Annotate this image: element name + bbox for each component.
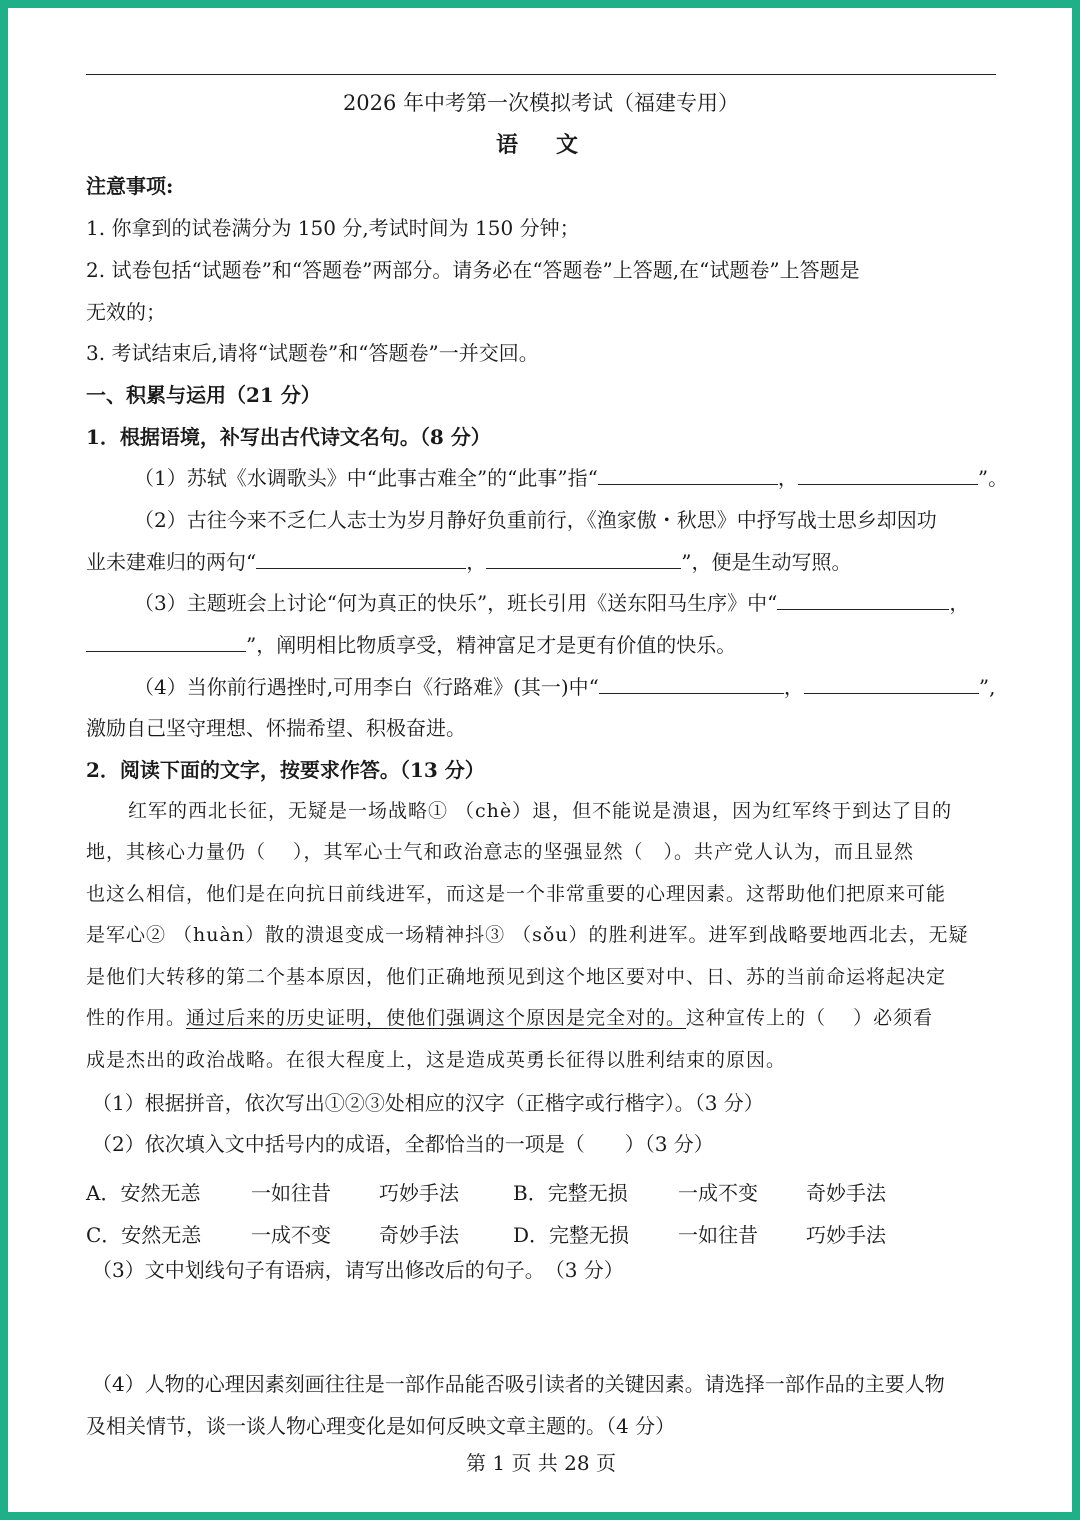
q1-item-2: （2）古往今来不乏仁人志士为岁月静好负重前行，《渔家傲・秋思》中抒写战士思乡却因功 xyxy=(134,508,937,532)
option-d-idiom-3: 巧妙手法 xyxy=(806,1223,886,1247)
notice-heading: 注意事项: xyxy=(86,174,174,198)
header-rule xyxy=(86,74,996,75)
q2-sub-4-cont: 及相关情节，谈一谈人物心理变化是如何反映文章主题的。（4 分） xyxy=(86,1414,676,1438)
passage-line-2: 地，其核心力量仍（ ），其军心士气和政治意志的坚强显然（ ）。共产党人认为，而且显然 xyxy=(86,841,915,863)
notice-item-2: 2. 试卷包括“试题卷”和“答题卷”两部分。请务必在“答题卷”上答题,在“试题卷”上答题是 xyxy=(86,258,860,282)
q1-item-1 xyxy=(134,462,1008,491)
close-quote: ”。 xyxy=(977,466,1009,490)
passage-line-3: 也这么相信，他们是在向抗日前线进军，而这是一个非常重要的心理因素。这帮助他们把原来可能 xyxy=(86,883,947,905)
q2-sub-2: （2）依次填入文中括号内的成语，全都恰当的一项是（ ）（3 分） xyxy=(92,1132,714,1156)
comma: ， xyxy=(466,550,487,574)
q1-item-2-text: 业未建难归的两句“ xyxy=(86,550,257,574)
page-number: 第 1 页 共 28 页 xyxy=(466,1451,616,1475)
close-quote: ”, xyxy=(978,675,996,699)
subject-title: 语 文 xyxy=(495,132,586,158)
notice-item-3: 3. 考试结束后,请将“试题卷”和“答题卷”一并交回。 xyxy=(86,341,539,365)
answer-blank[interactable] xyxy=(256,550,466,569)
option-c[interactable]: C．安然无恙 xyxy=(86,1223,202,1247)
q1-item-4-text: （4）当你前行遇挫时,可用李白《行路难》(其一)中“ xyxy=(134,675,599,699)
q1-item-3-text: （3）主题班会上讨论“何为真正的快乐”，班长引用《送东阳马生序》中“ xyxy=(134,591,778,615)
option-b[interactable]: B．完整无损 xyxy=(513,1181,628,1205)
section-1-heading: 一、积累与运用（21 分） xyxy=(86,383,321,407)
answer-blank[interactable] xyxy=(804,675,979,694)
notice-item-1: 1. 你拿到的试卷满分为 150 分,考试时间为 150 分钟； xyxy=(86,216,580,240)
q2-sub-1: （1）根据拼音，依次写出①②③处相应的汉字（正楷字或行楷字）。（3 分） xyxy=(92,1091,764,1115)
option-d-idiom-2: 一如往昔 xyxy=(678,1223,758,1247)
passage-line-5: 是他们大转移的第二个基本原因，他们正确地预见到这个地区要对中、日、苏的当前命运将起决定 xyxy=(86,966,947,988)
q1-item-4 xyxy=(134,671,996,700)
q1-item-3-end: ”，阐明相比物质享受，精神富足才是更有价值的快乐。 xyxy=(246,633,737,657)
passage-line-6 xyxy=(86,1003,933,1030)
q2-sub-3: （3）文中划线句子有语病，请写出修改后的句子。 （3 分） xyxy=(92,1258,624,1282)
option-b-idiom-3: 奇妙手法 xyxy=(806,1181,886,1205)
exam-title: 2026 年中考第一次模拟考试（福建专用） xyxy=(342,91,740,115)
question-2-heading: 2．阅读下面的文字，按要求作答。（13 分） xyxy=(86,758,485,782)
option-c-idiom-2: 一成不变 xyxy=(251,1223,331,1247)
answer-blank[interactable] xyxy=(599,675,784,694)
q1-item-3-cont xyxy=(86,629,736,658)
q1-item-2-cont xyxy=(86,546,851,575)
passage-line-7: 成是杰出的政治战略。在很大程度上，这是造成英勇长征得以胜利结束的原因。 xyxy=(86,1049,787,1071)
option-d[interactable]: D．完整无损 xyxy=(513,1223,630,1247)
q2-sub-4: （4）人物的心理因素刻画往往是一部作品能否吸引读者的关键因素。请选择一部作品的主要人物 xyxy=(92,1372,945,1396)
question-1-heading: 1．根据语境，补写出古代诗文名句。（8 分） xyxy=(86,425,491,449)
q1-item-3 xyxy=(134,587,969,616)
passage-line-4: 是军心② （huàn）散的溃退变成一场精神抖③ （sǒu）的胜利进军。进军到战略要地西北去，无疑 xyxy=(86,924,969,946)
comma: ， xyxy=(777,466,798,490)
passage-text: 这种宣传上的（ ）必须看 xyxy=(686,1007,934,1029)
comma: ， xyxy=(783,675,804,699)
passage-text: 性的作用。 xyxy=(86,1007,187,1029)
answer-blank[interactable] xyxy=(598,466,778,485)
option-a[interactable]: A．安然无恙 xyxy=(86,1181,201,1205)
q1-item-1-text: （1）苏轼《水调歌头》中“此事古难全”的“此事”指“ xyxy=(134,466,598,490)
answer-blank[interactable] xyxy=(798,466,978,485)
underlined-sentence: 通过后来的历史证明，使他们强调这个原因是完全对的。 xyxy=(186,1007,687,1029)
answer-blank[interactable] xyxy=(86,633,246,652)
q1-item-4-cont: 激励自己坚守理想、怀揣希望、积极奋进。 xyxy=(86,716,466,740)
option-b-idiom-2: 一成不变 xyxy=(678,1181,758,1205)
q1-item-2-end: ”，便是生动写照。 xyxy=(681,550,852,574)
answer-blank[interactable] xyxy=(486,550,681,569)
passage-line-1: 红军的西北长征，无疑是一场战略① （chè）退，但不能说是溃退，因为红军终于到达了目的 xyxy=(128,800,953,822)
option-a-idiom-2: 一如往昔 xyxy=(251,1181,331,1205)
option-a-idiom-3: 巧妙手法 xyxy=(379,1181,459,1205)
comma: ， xyxy=(949,591,970,615)
answer-blank[interactable] xyxy=(777,591,949,610)
option-c-idiom-3: 奇妙手法 xyxy=(379,1223,459,1247)
notice-item-2-cont: 无效的； xyxy=(86,300,166,324)
